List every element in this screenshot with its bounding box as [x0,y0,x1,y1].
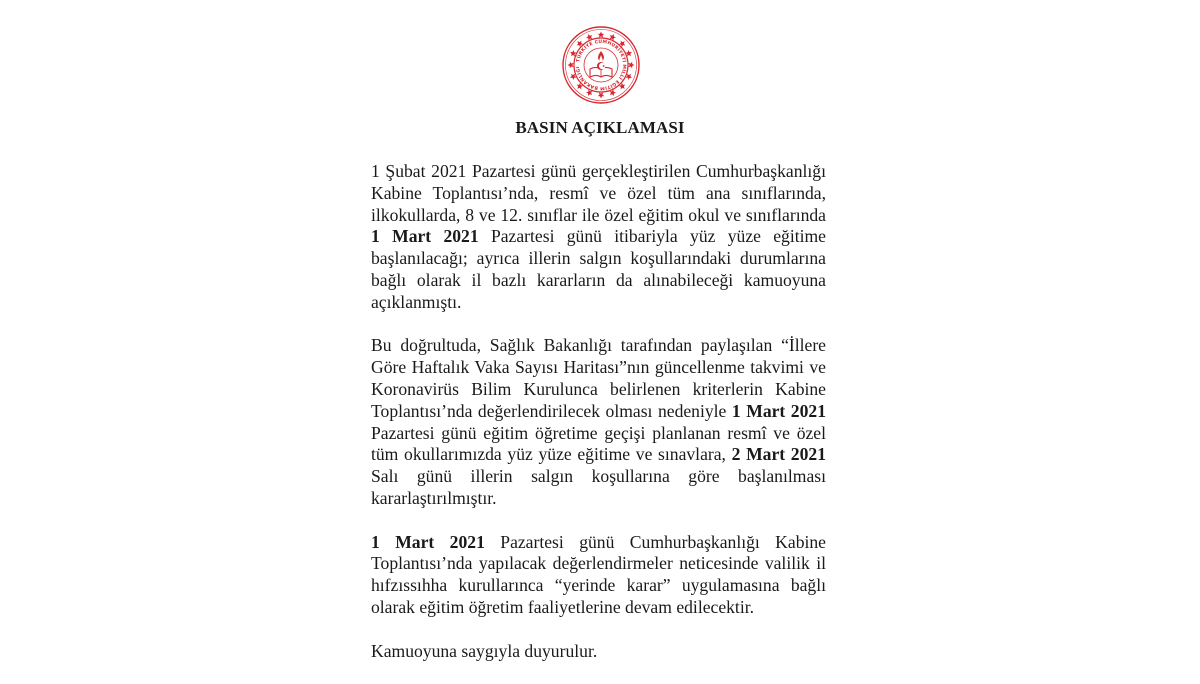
text-line [371,292,826,314]
text-segment: başlanılacağı; ayrıca illerin salgın koşullarındaki durumlarına [371,248,826,269]
text-line [371,183,826,205]
text-line [371,226,826,248]
text-line [371,466,826,488]
text-line [371,205,826,227]
text-segment: Pazartesi günü itibariyla yüz yüze eğitime [478,226,826,247]
text-line [371,444,826,466]
ministry-emblem-logo [561,25,641,105]
text-line [371,641,826,663]
document-title: BASIN AÇIKLAMASI [515,118,685,137]
text-segment: 1 Şubat 2021 Pazartesi günü gerçekleştirilen Cumhurbaşkanlığı [371,161,826,181]
bold-date: 1 Mart 2021 [731,400,826,421]
text-segment: Toplantısı’nda yapılacak değerlendirmeler neticesinde valilik il [371,553,826,574]
bold-date: 2 Mart 2021 [731,444,826,465]
text-segment: kararlaştırılmıştır. [371,487,497,508]
text-line [371,401,826,423]
text-segment: Bu doğrultuda, Sağlık Bakanlığı tarafından paylaşılan “İllere [371,335,826,356]
text-segment: Kabine Toplantısı’nda, resmî ve özel tüm ana sınıflarında, [371,182,826,203]
text-line [371,423,826,445]
text-segment: ilkokullarda, 8 ve 12. sınıflar ile özel eğitim okul ve sınıflarında [371,204,826,225]
text-line [371,379,826,401]
text-line [371,270,826,292]
text-segment: Pazartesi günü Cumhurbaşkanlığı Kabine [484,531,826,552]
text-segment: Koronavirüs Bilim Kurulunca belirlenen kriterlerin Kabine [371,378,826,399]
text-line [371,532,826,554]
text-segment: hıfzıssıhha kurullarınca “yerinde karar” uygulamasına bağlı [371,575,826,596]
text-line [371,248,826,270]
paragraph-4 [371,641,826,663]
svg-text:TÜRKİYE CUMHURİYETİ MİLLÎ EĞİT: TÜRKİYE CUMHURİYETİ MİLLÎ EĞİTİM BAKANLIĞI [576,39,627,91]
text-line [371,161,826,183]
text-segment: olarak eğitim öğretim faaliyetlerine devam edilecektir. [371,596,754,617]
text-line [371,335,826,357]
text-line [371,357,826,379]
press-release-body [371,161,826,684]
text-segment: Pazartesi günü eğitim öğretime geçişi planlanan resmî ve özel [371,422,826,443]
bold-date: 1 Mart 2021 [371,531,485,552]
text-line [371,488,826,510]
text-segment: bağlı olarak il bazlı kararların da alınabileceği kamuoyuna [371,269,826,290]
paragraph-3 [371,532,826,619]
text-segment: Toplantısı’nda değerlendirilecek olması nedeniyle [371,400,732,421]
text-segment: Salı günü illerin salgın koşullarına göre başlanılması [371,466,826,487]
paragraph-1 [371,161,826,314]
text-line [371,597,826,619]
text-segment: açıklanmıştı. [371,291,462,312]
text-line [371,553,826,575]
text-line [371,575,826,597]
text-segment: tüm okullarımızda yüz yüze eğitime ve sınavlara, [371,444,732,465]
text-segment: Göre Haftalık Vaka Sayısı Haritası”nın güncellenme takvimi ve [371,357,826,378]
bold-date: 1 Mart 2021 [371,226,479,247]
paragraph-2 [371,335,826,509]
text-segment: Kamuoyuna saygıyla duyurulur. [371,640,598,661]
